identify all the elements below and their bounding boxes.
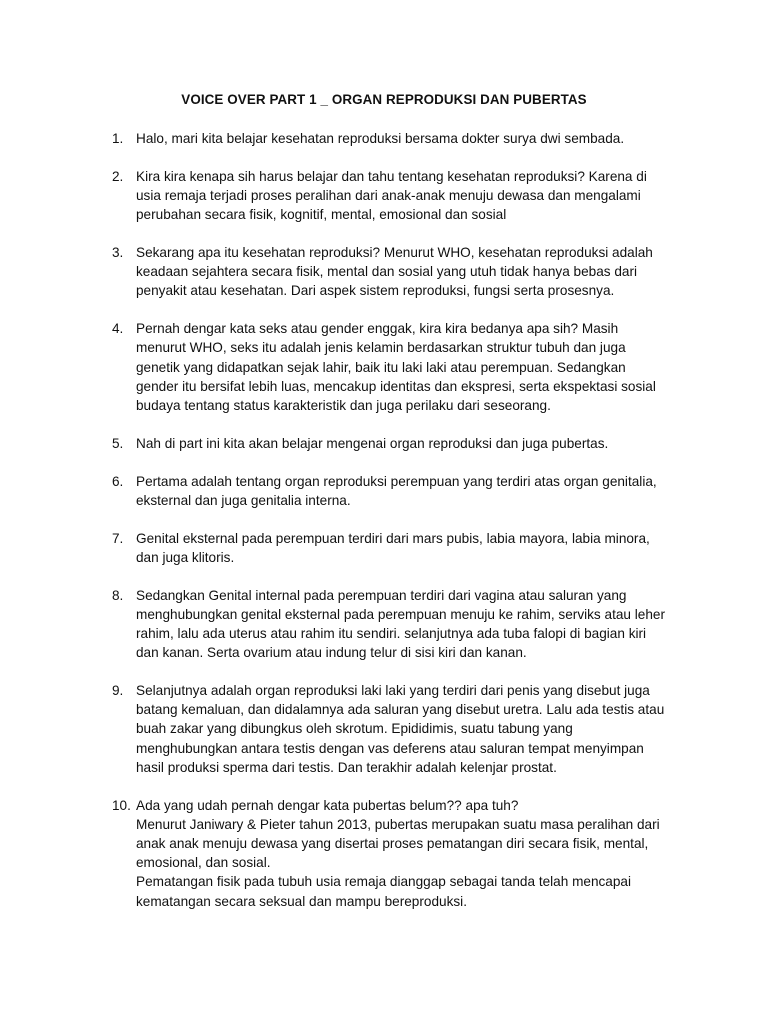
item-number: 7. — [112, 530, 124, 546]
list-item — [112, 796, 672, 911]
item-text-line: menghubungkan genital eksternal pada perempuan menuju ke rahim, serviks atau leher — [136, 606, 665, 622]
item-text-line: Selanjutnya adalah organ reproduksi laki laki yang terdiri dari penis yang disebut juga — [136, 683, 650, 699]
voice-over-list — [112, 129, 672, 929]
item-text-line: Nah di part ini kita akan belajar mengenai organ reproduksi dan juga pubertas. — [136, 435, 609, 451]
item-text-line: perubahan secara fisik, kognitif, mental, emosional dan sosial — [136, 207, 507, 223]
item-text-line: dan juga klitoris. — [136, 549, 235, 565]
item-text-line: Halo, mari kita belajar kesehatan reproduksi bersama dokter surya dwi sembada. — [136, 131, 625, 146]
item-text-line: menurut WHO, seks itu adalah jenis kelamin berdasarkan struktur tubuh dan juga — [136, 340, 626, 356]
item-text-line: menghubungkan antara testis dengan vas deferens atau saluran tempat menyimpan — [136, 740, 644, 756]
item-text-line: Menurut Janiwary & Pieter tahun 2013, pubertas merupakan suatu masa peralihan dari — [136, 816, 660, 832]
item-number: 4. — [112, 321, 124, 337]
item-text-line: Pernah dengar kata seks atau gender enggak, kira kira bedanya apa sih? Masih — [136, 321, 619, 337]
item-text-line: Ada yang udah pernah dengar kata pubertas belum?? apa tuh? — [136, 797, 519, 813]
item-text-line: Sedangkan Genital internal pada perempuan terdiri dari vagina atau saluran yang — [136, 587, 627, 603]
item-number: 2. — [112, 168, 124, 184]
list-item — [112, 129, 672, 148]
item-number: 10. — [112, 797, 131, 813]
list-item — [112, 434, 672, 453]
item-text-line: Pematangan fisik pada tubuh usia remaja dianggap sebagai tanda telah mencapai — [136, 874, 632, 890]
item-number: 8. — [112, 587, 124, 603]
item-text-line: genetik yang didapatkan sejak lahir, baik itu laki laki atau perempuan. Sedangkan — [136, 359, 626, 375]
item-text-line: Pertama adalah tentang organ reproduksi perempuan yang terdiri atas organ genitalia, — [136, 473, 657, 489]
list-item — [112, 681, 672, 777]
item-number: 9. — [112, 683, 124, 699]
item-text-line: penyakit atau kesehatan. Dari aspek sistem reproduksi, fungsi serta prosesnya. — [136, 283, 615, 299]
list-item — [112, 319, 672, 415]
item-text-line: eksternal dan juga genitalia interna. — [136, 492, 351, 508]
item-text-line: hasil produksi sperma dari testis. Dan terakhir adalah kelenjar prostat. — [136, 759, 557, 775]
item-number: 6. — [112, 473, 124, 489]
item-number: 5. — [112, 435, 124, 451]
item-text-line: dan kanan. Serta ovarium atau indung telur di sisi kiri dan kanan. — [136, 645, 527, 661]
document-title: VOICE OVER PART 1 _ ORGAN REPRODUKSI DAN PUBERTAS — [181, 92, 587, 107]
list-item — [112, 472, 672, 510]
item-text-line: keadaan sejahtera secara fisik, mental dan sosial yang utuh tidak hanya bebas dari — [136, 264, 638, 280]
list-item — [112, 167, 672, 225]
list-item — [112, 529, 672, 567]
item-text-line: rahim, lalu ada uterus atau rahim itu sendiri. selanjutnya ada tuba falopi di bagian kiri — [136, 626, 647, 642]
item-number: 1. — [112, 131, 124, 146]
item-text-line: batang kemaluan, dan didalamnya ada saluran yang disebut uretra. Lalu ada testis atau — [136, 702, 665, 718]
list-item — [112, 586, 672, 663]
item-text-line: Kira kira kenapa sih harus belajar dan tahu tentang kesehatan reproduksi? Karena di — [136, 168, 647, 184]
item-text-line: Genital eksternal pada perempuan terdiri dari mars pubis, labia mayora, labia minora, — [136, 530, 650, 546]
item-text-line: emosional, dan sosial. — [136, 855, 271, 871]
item-text-line: Sekarang apa itu kesehatan reproduksi? Menurut WHO, kesehatan reproduksi adalah — [136, 245, 653, 260]
item-number: 3. — [112, 245, 124, 260]
item-text-line: usia remaja terjadi proses peralihan dari anak-anak menuju dewasa dan mengalami — [136, 188, 641, 203]
item-text-line: gender itu bersifat lebih luas, mencakup identitas dan ekspresi, serta ekspektasi sosial — [136, 378, 656, 394]
item-text-line: buah zakar yang dibungkus oleh skrotum. Epididimis, suatu tabung yang — [136, 721, 573, 737]
item-text-line: anak anak menuju dewasa yang disertai proses pematangan diri secara fisik, mental, — [136, 836, 649, 852]
item-text-line: kematangan secara seksual dan mampu bereproduksi. — [136, 893, 467, 909]
list-item — [112, 243, 672, 301]
item-text-line: budaya tentang status karakteristik dan juga perilaku dari seseorang. — [136, 398, 551, 414]
